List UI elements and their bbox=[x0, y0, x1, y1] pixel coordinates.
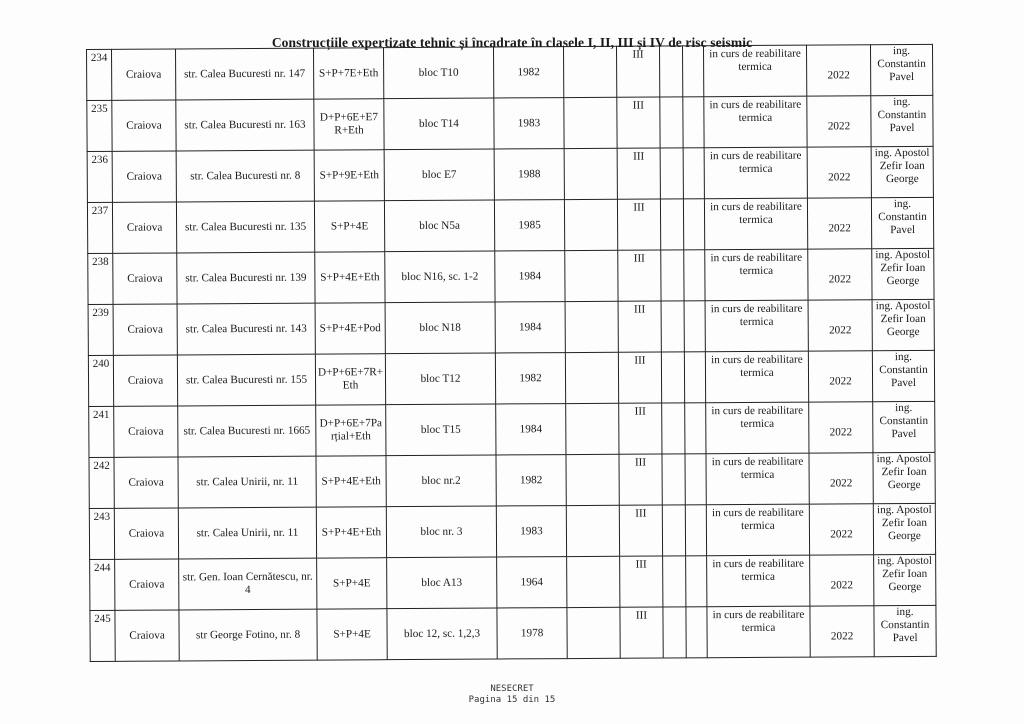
regime-cell: S+P+9E+Eth bbox=[314, 150, 384, 201]
empty-cell bbox=[683, 199, 704, 250]
status-year-cell: 2022 bbox=[807, 147, 871, 198]
empty-cell bbox=[662, 454, 685, 505]
responsible-cell: ing. Constantin Pavel bbox=[871, 95, 933, 146]
regime-cell: S+P+4E+Eth bbox=[316, 456, 386, 507]
empty-cell bbox=[684, 352, 705, 403]
status-cell: in curs de reabilitare termica bbox=[703, 45, 806, 97]
table-row bbox=[88, 299, 934, 355]
year-cell: 1983 bbox=[494, 98, 564, 149]
year-cell: 1985 bbox=[494, 200, 564, 251]
status-cell: in curs de reabilitare termica bbox=[704, 198, 807, 250]
building-cell: bloc nr.2 bbox=[386, 455, 496, 507]
empty-cell bbox=[565, 250, 618, 301]
status-year-cell: 2022 bbox=[810, 555, 874, 606]
empty-cell bbox=[686, 607, 707, 658]
building-cell: bloc N5a bbox=[384, 200, 494, 252]
table-row bbox=[89, 452, 935, 508]
row-number: 235 bbox=[87, 100, 112, 151]
status-year-cell: 2022 bbox=[809, 402, 873, 453]
table-row bbox=[87, 197, 933, 253]
year-cell: 1988 bbox=[494, 149, 564, 200]
status-year-cell: 2022 bbox=[808, 249, 872, 300]
address-cell: str. Calea Unirii, nr. 11 bbox=[178, 507, 316, 559]
empty-cell bbox=[566, 454, 619, 505]
empty-cell bbox=[682, 46, 703, 97]
status-year-cell: 2022 bbox=[808, 351, 872, 402]
city-cell: Craiova bbox=[114, 406, 178, 457]
regime-cell: S+P+4E bbox=[314, 201, 384, 252]
regime-cell: D+P+6E+7Pa rțial+Eth bbox=[316, 405, 386, 456]
row-number: 234 bbox=[87, 49, 112, 100]
responsible-cell: ing. Constantin Pavel bbox=[872, 350, 934, 401]
status-year-cell: 2022 bbox=[810, 606, 874, 657]
address-cell: str. Calea Bucuresti nr. 1665 bbox=[178, 405, 316, 457]
empty-cell bbox=[663, 556, 686, 607]
table-body bbox=[87, 44, 937, 661]
row-number: 238 bbox=[88, 253, 113, 304]
building-cell: bloc N18 bbox=[385, 302, 495, 354]
table-row bbox=[87, 146, 933, 202]
city-cell: Craiova bbox=[113, 304, 177, 355]
status-cell: in curs de reabilitare termica bbox=[705, 351, 808, 403]
row-number: 239 bbox=[88, 304, 113, 355]
responsible-cell: ing. Apostol Zefir Ioan George bbox=[873, 452, 935, 503]
status-year-cell: 2022 bbox=[808, 300, 872, 351]
year-cell: 1982 bbox=[496, 455, 566, 506]
empty-cell bbox=[567, 607, 620, 658]
responsible-cell: ing. Constantin Pavel bbox=[873, 401, 935, 452]
table-row bbox=[87, 44, 933, 100]
city-cell: Craiova bbox=[114, 457, 178, 508]
status-cell: in curs de reabilitare termica bbox=[705, 300, 808, 352]
row-number: 240 bbox=[88, 355, 113, 406]
row-number: 244 bbox=[90, 559, 115, 610]
empty-cell bbox=[660, 199, 683, 250]
table-row bbox=[89, 503, 935, 559]
row-number: 236 bbox=[87, 151, 112, 202]
row-number: 245 bbox=[90, 610, 115, 661]
city-cell: Craiova bbox=[112, 49, 176, 100]
empty-cell bbox=[685, 454, 706, 505]
status-cell: in curs de reabilitare termica bbox=[705, 249, 808, 301]
status-cell: in curs de reabilitare termica bbox=[706, 453, 809, 505]
page-footer bbox=[0, 684, 1024, 706]
year-cell: 1984 bbox=[495, 251, 565, 302]
risk-class-cell: III bbox=[618, 301, 661, 352]
address-cell: str. Calea Bucuresti nr. 8 bbox=[176, 150, 314, 202]
status-year-cell: 2022 bbox=[806, 45, 870, 96]
year-cell: 1982 bbox=[493, 47, 563, 98]
risk-class-cell: III bbox=[617, 148, 660, 199]
year-cell: 1984 bbox=[495, 302, 565, 353]
year-cell: 1984 bbox=[496, 404, 566, 455]
building-cell: bloc T15 bbox=[386, 404, 496, 456]
responsible-cell: ing. Constantin Pavel bbox=[871, 197, 933, 248]
empty-cell bbox=[686, 556, 707, 607]
empty-cell bbox=[661, 301, 684, 352]
empty-cell bbox=[567, 556, 620, 607]
empty-cell bbox=[660, 97, 683, 148]
risk-class-cell: III bbox=[620, 556, 663, 607]
responsible-cell: ing. Apostol Zefir Ioan George bbox=[872, 248, 934, 299]
city-cell: Craiova bbox=[112, 100, 176, 151]
empty-cell bbox=[661, 250, 684, 301]
address-cell: str. Calea Bucuresti nr. 163 bbox=[176, 99, 314, 151]
table-row bbox=[88, 248, 934, 304]
building-cell: bloc T10 bbox=[383, 47, 493, 99]
empty-cell bbox=[683, 97, 704, 148]
responsible-cell: ing. Apostol Zefir Ioan George bbox=[872, 299, 934, 350]
city-cell: Craiova bbox=[113, 355, 177, 406]
status-cell: in curs de reabilitare termica bbox=[704, 147, 807, 199]
city-cell: Craiova bbox=[112, 202, 176, 253]
table-row bbox=[90, 605, 936, 661]
year-cell: 1964 bbox=[497, 557, 567, 608]
status-year-cell: 2022 bbox=[807, 96, 871, 147]
regime-cell: D+P+6E+7R+ Eth bbox=[315, 354, 385, 405]
empty-cell bbox=[564, 148, 617, 199]
year-cell: 1978 bbox=[497, 608, 567, 659]
responsible-cell: ing. Apostol Zefir Ioan George bbox=[871, 146, 933, 197]
empty-cell bbox=[684, 250, 705, 301]
status-cell: in curs de reabilitare termica bbox=[706, 504, 809, 556]
regime-cell: S+P+4E bbox=[317, 558, 387, 609]
empty-cell bbox=[563, 46, 616, 97]
empty-cell bbox=[564, 97, 617, 148]
city-cell: Craiova bbox=[113, 253, 177, 304]
risk-class-cell: III bbox=[616, 46, 659, 97]
year-cell: 1983 bbox=[496, 506, 566, 557]
table-row bbox=[89, 401, 935, 457]
responsible-cell: ing. Constantin Pavel bbox=[870, 44, 932, 95]
row-number: 243 bbox=[89, 508, 114, 559]
status-year-cell: 2022 bbox=[809, 453, 873, 504]
regime-cell: S+P+4E+Eth bbox=[316, 507, 386, 558]
risk-table bbox=[86, 44, 937, 662]
building-cell: bloc T12 bbox=[385, 353, 495, 405]
empty-cell bbox=[685, 403, 706, 454]
empty-cell bbox=[662, 403, 685, 454]
status-cell: in curs de reabilitare termica bbox=[707, 555, 810, 607]
regime-cell: S+P+7E+Eth bbox=[313, 48, 383, 99]
address-cell: str. Calea Unirii, nr. 11 bbox=[178, 456, 316, 508]
status-cell: in curs de reabilitare termica bbox=[707, 606, 810, 658]
empty-cell bbox=[662, 505, 685, 556]
empty-cell bbox=[685, 505, 706, 556]
responsible-cell: ing. Constantin Pavel bbox=[874, 605, 936, 656]
risk-class-cell: III bbox=[618, 250, 661, 301]
responsible-cell: ing. Apostol Zefir Ioan George bbox=[874, 554, 936, 605]
address-cell: str. Calea Bucuresti nr. 139 bbox=[177, 252, 315, 304]
status-cell: in curs de reabilitare termica bbox=[704, 96, 807, 148]
table-row bbox=[88, 350, 934, 406]
status-year-cell: 2022 bbox=[807, 198, 871, 249]
city-cell: Craiova bbox=[114, 508, 178, 559]
empty-cell bbox=[565, 352, 618, 403]
empty-cell bbox=[683, 148, 704, 199]
address-cell: str. Calea Bucuresti nr. 143 bbox=[177, 303, 315, 355]
city-cell: Craiova bbox=[115, 559, 179, 610]
building-cell: bloc 12, sc. 1,2,3 bbox=[387, 608, 497, 660]
responsible-cell: ing. Apostol Zefir Ioan George bbox=[873, 503, 935, 554]
address-cell: str George Fotino, nr. 8 bbox=[179, 609, 317, 661]
risk-class-cell: III bbox=[620, 607, 663, 658]
row-number: 237 bbox=[87, 202, 112, 253]
empty-cell bbox=[684, 301, 705, 352]
regime-cell: S+P+4E bbox=[317, 609, 387, 660]
address-cell: str. Gen. Ioan Cernătescu, nr. 4 bbox=[179, 558, 317, 610]
regime-cell: D+P+6E+E7 R+Eth bbox=[314, 99, 384, 150]
empty-cell bbox=[661, 352, 684, 403]
risk-class-cell: III bbox=[619, 403, 662, 454]
building-cell: bloc T14 bbox=[384, 98, 494, 150]
empty-cell bbox=[659, 46, 682, 97]
empty-cell bbox=[564, 199, 617, 250]
empty-cell bbox=[660, 148, 683, 199]
building-cell: bloc N16, sc. 1-2 bbox=[385, 251, 495, 303]
building-cell: bloc A13 bbox=[387, 557, 497, 609]
status-cell: in curs de reabilitare termica bbox=[706, 402, 809, 454]
risk-class-cell: III bbox=[617, 97, 660, 148]
regime-cell: S+P+4E+Pod bbox=[315, 303, 385, 354]
row-number: 242 bbox=[89, 457, 114, 508]
risk-class-cell: III bbox=[617, 199, 660, 250]
classification-label: NESECRET bbox=[490, 684, 534, 694]
city-cell: Craiova bbox=[115, 610, 179, 661]
empty-cell bbox=[565, 301, 618, 352]
building-cell: bloc E7 bbox=[384, 149, 494, 201]
row-number: 241 bbox=[89, 406, 114, 457]
table-row bbox=[87, 95, 933, 151]
city-cell: Craiova bbox=[112, 151, 176, 202]
address-cell: str. Calea Bucuresti nr. 155 bbox=[177, 354, 315, 406]
risk-class-cell: III bbox=[619, 505, 662, 556]
table-row bbox=[90, 554, 936, 610]
empty-cell bbox=[663, 607, 686, 658]
address-cell: str. Calea Bucuresti nr. 147 bbox=[176, 48, 314, 100]
regime-cell: S+P+4E+Eth bbox=[315, 252, 385, 303]
document-title: Construcțiile expertizate tehnic și încadrate în clasele I, II, III și IV de risc seismic bbox=[271, 35, 753, 50]
empty-cell bbox=[566, 505, 619, 556]
address-cell: str. Calea Bucuresti nr. 135 bbox=[176, 201, 314, 253]
empty-cell bbox=[566, 403, 619, 454]
risk-class-cell: III bbox=[618, 352, 661, 403]
status-year-cell: 2022 bbox=[809, 504, 873, 555]
risk-class-cell: III bbox=[619, 454, 662, 505]
page-number: Pagina 15 din 15 bbox=[468, 695, 556, 705]
building-cell: bloc nr. 3 bbox=[386, 506, 496, 558]
year-cell: 1982 bbox=[495, 353, 565, 404]
